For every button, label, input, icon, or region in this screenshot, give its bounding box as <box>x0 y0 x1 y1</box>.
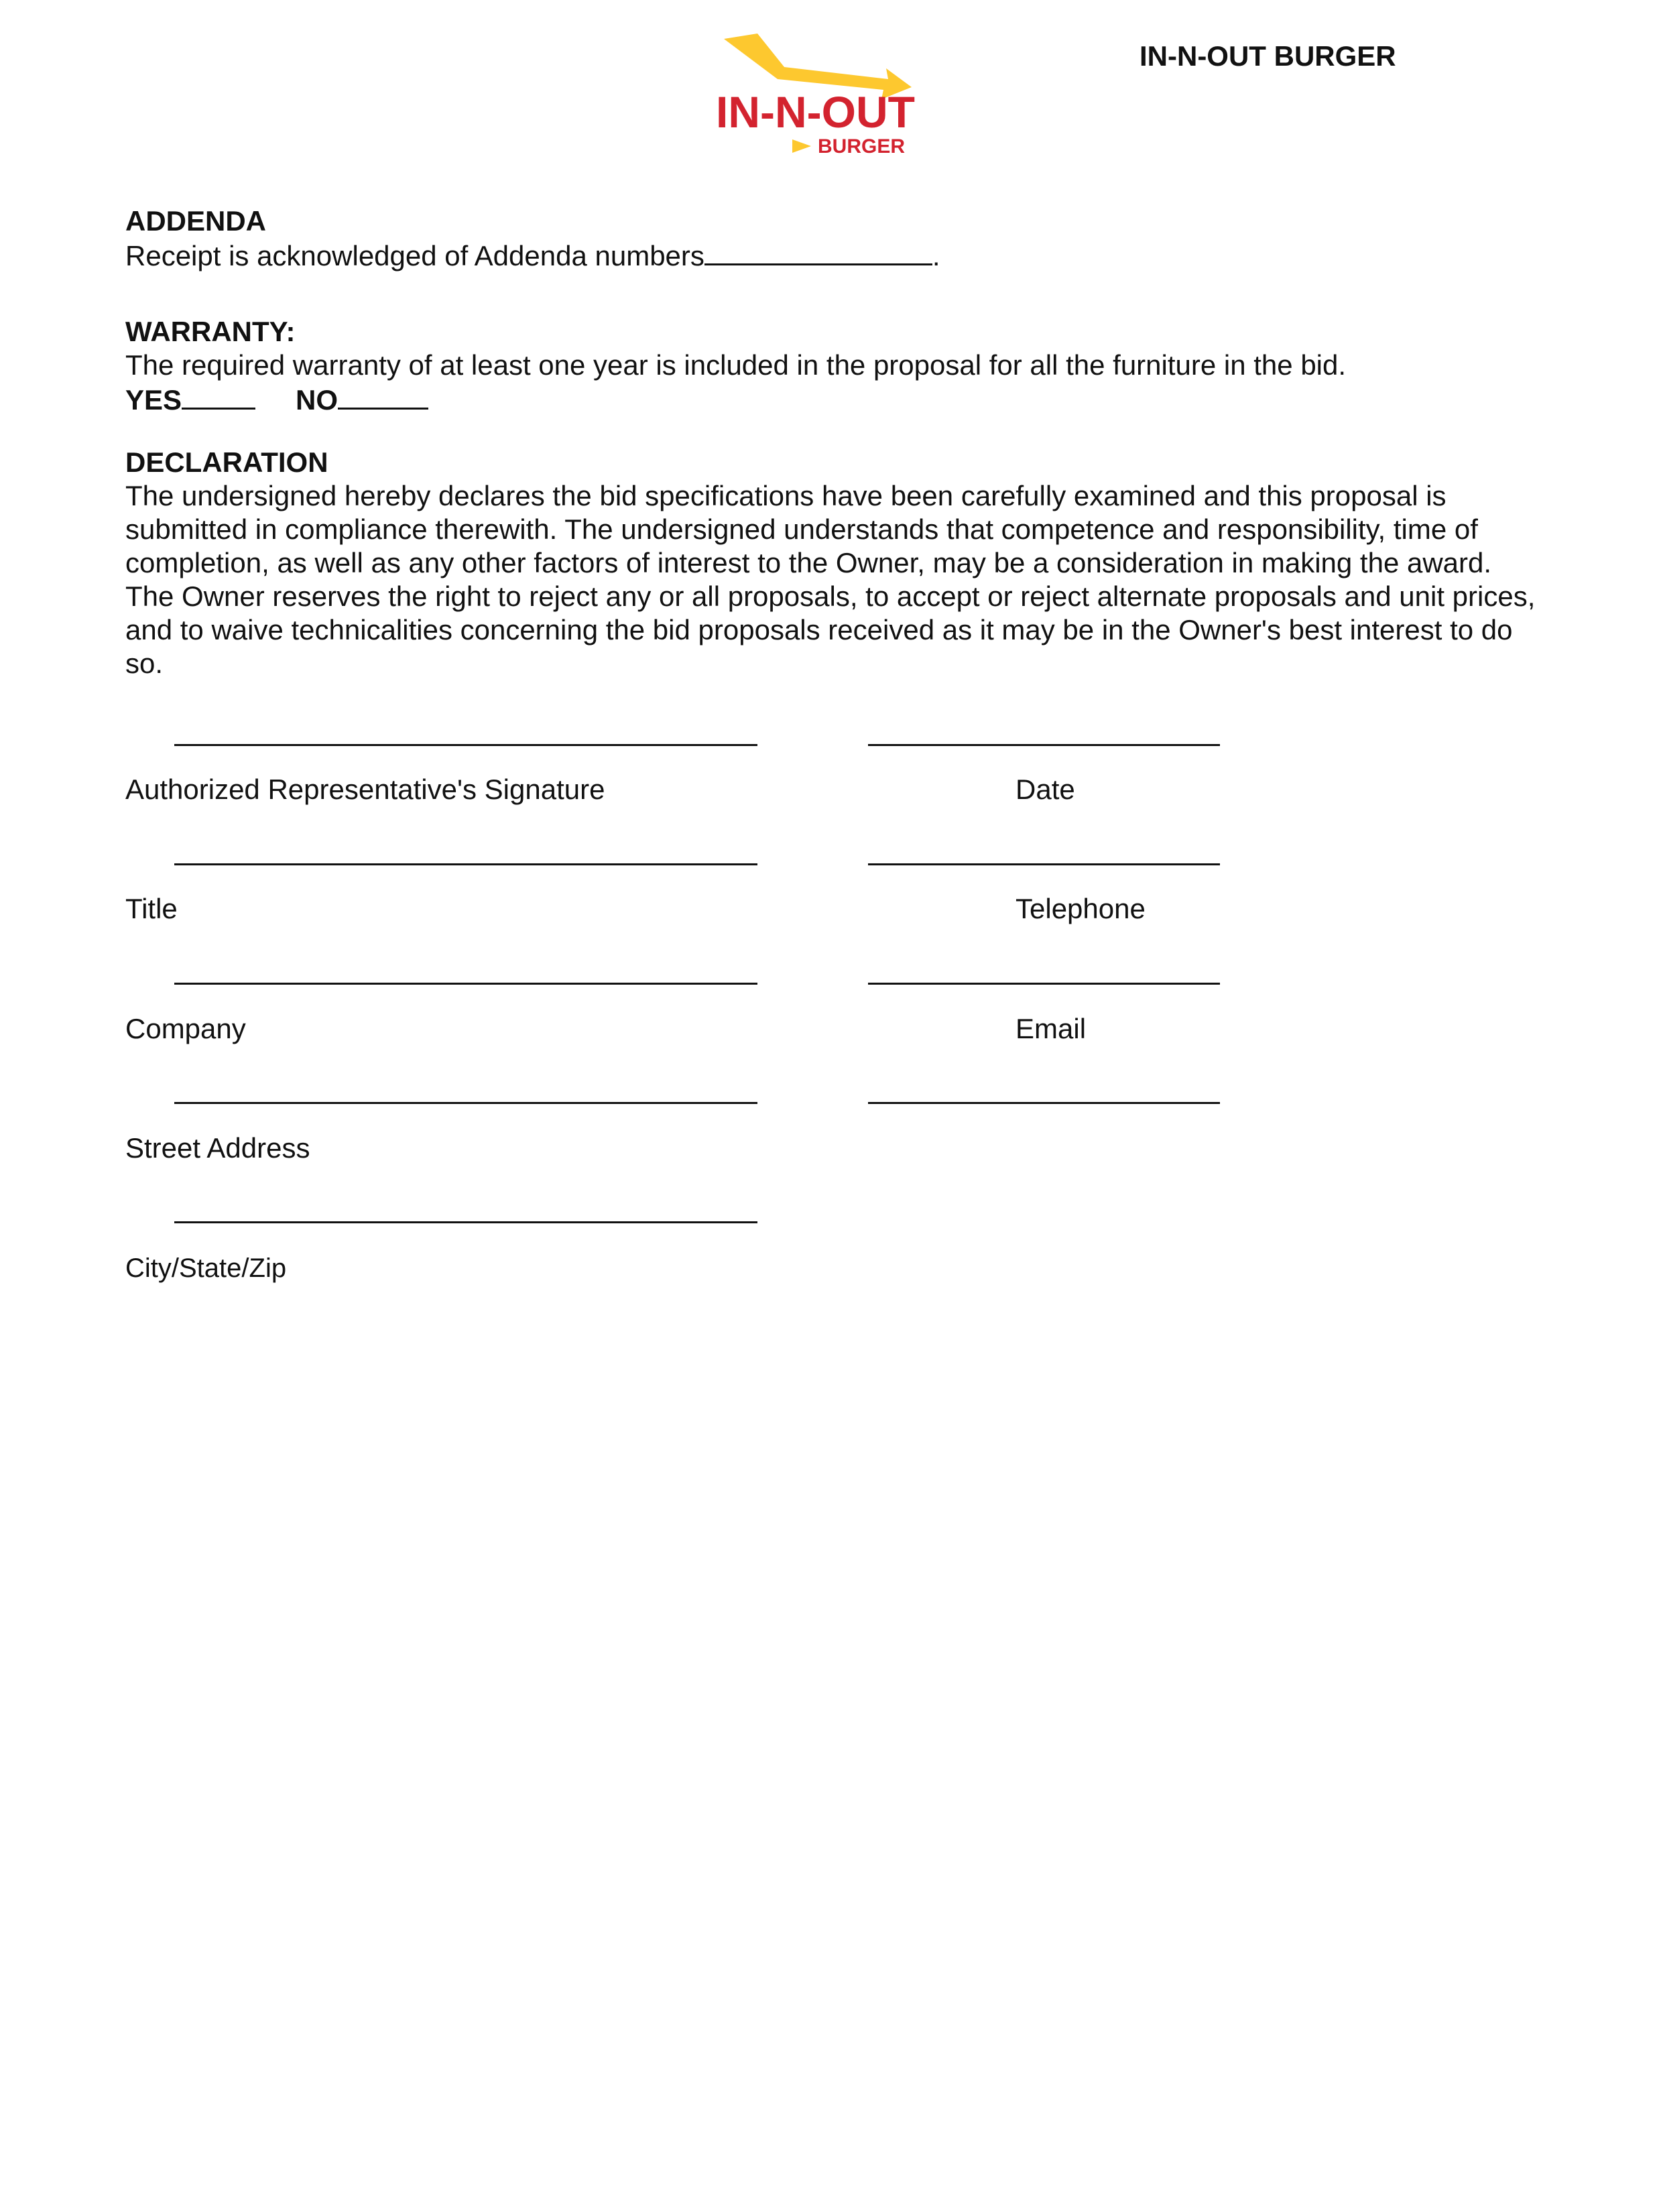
declaration-section <box>125 446 1540 680</box>
title-line[interactable] <box>174 863 757 865</box>
warranty-heading: WARRANTY: <box>125 316 296 347</box>
date-line[interactable] <box>868 744 1220 746</box>
street-label: Street Address <box>125 1132 310 1164</box>
email-line[interactable] <box>868 983 1220 985</box>
city-line[interactable] <box>174 1221 757 1223</box>
no-label: NO <box>296 384 339 416</box>
header-company-name: IN-N-OUT BURGER <box>1140 40 1396 72</box>
logo-text-bottom: BURGER <box>818 135 906 154</box>
logo-small-arrow <box>792 139 811 153</box>
city-label: City/State/Zip <box>125 1253 287 1283</box>
warranty-yes-no <box>125 382 1540 417</box>
street-line[interactable] <box>174 1102 757 1104</box>
company-label: Company <box>125 1013 246 1044</box>
addenda-period: . <box>932 240 940 271</box>
email-label: Email <box>1016 1013 1087 1044</box>
logo-text-top: IN-N-OUT <box>716 87 915 137</box>
in-n-out-logo <box>711 27 925 154</box>
telephone-line[interactable] <box>868 863 1220 865</box>
no-blank[interactable] <box>338 382 428 410</box>
signature-label: Authorized Representative's Signature <box>125 774 605 805</box>
yes-blank[interactable] <box>182 382 255 410</box>
addenda-line <box>125 238 1540 273</box>
addenda-numbers-blank[interactable] <box>704 238 932 265</box>
extra-line[interactable] <box>868 1102 1220 1104</box>
warranty-section <box>125 315 1540 417</box>
warranty-no-option <box>296 382 428 417</box>
date-label: Date <box>1016 774 1075 805</box>
title-label: Title <box>125 893 178 924</box>
signature-line[interactable] <box>174 744 757 746</box>
company-line[interactable] <box>174 983 757 985</box>
addenda-heading: ADDENDA <box>125 205 266 237</box>
warranty-yes-option <box>125 382 255 417</box>
declaration-heading: DECLARATION <box>125 446 328 478</box>
declaration-text: The undersigned hereby declares the bid specifications have been carefully examined and this proposal is submitted in compliance therewith. The undersigned understands that competence and responsibility, time of completion, as well as any other factors of interest to the Owner, may be a consideration in making the award. The Owner reserves the right to reject any or all proposals, to accept or reject alternate proposals and unit prices, and to waive technicalities concerning the bid proposals received as it may be in the Owner's best interest to do so. <box>125 480 1536 679</box>
addenda-text: Receipt is acknowledged of Addenda numbers <box>125 240 704 271</box>
warranty-text: The required warranty of at least one year is included in the proposal for all the furniture in the bid. <box>125 349 1347 381</box>
addenda-section <box>125 204 1540 273</box>
telephone-label: Telephone <box>1016 893 1146 924</box>
yes-label: YES <box>125 384 182 416</box>
